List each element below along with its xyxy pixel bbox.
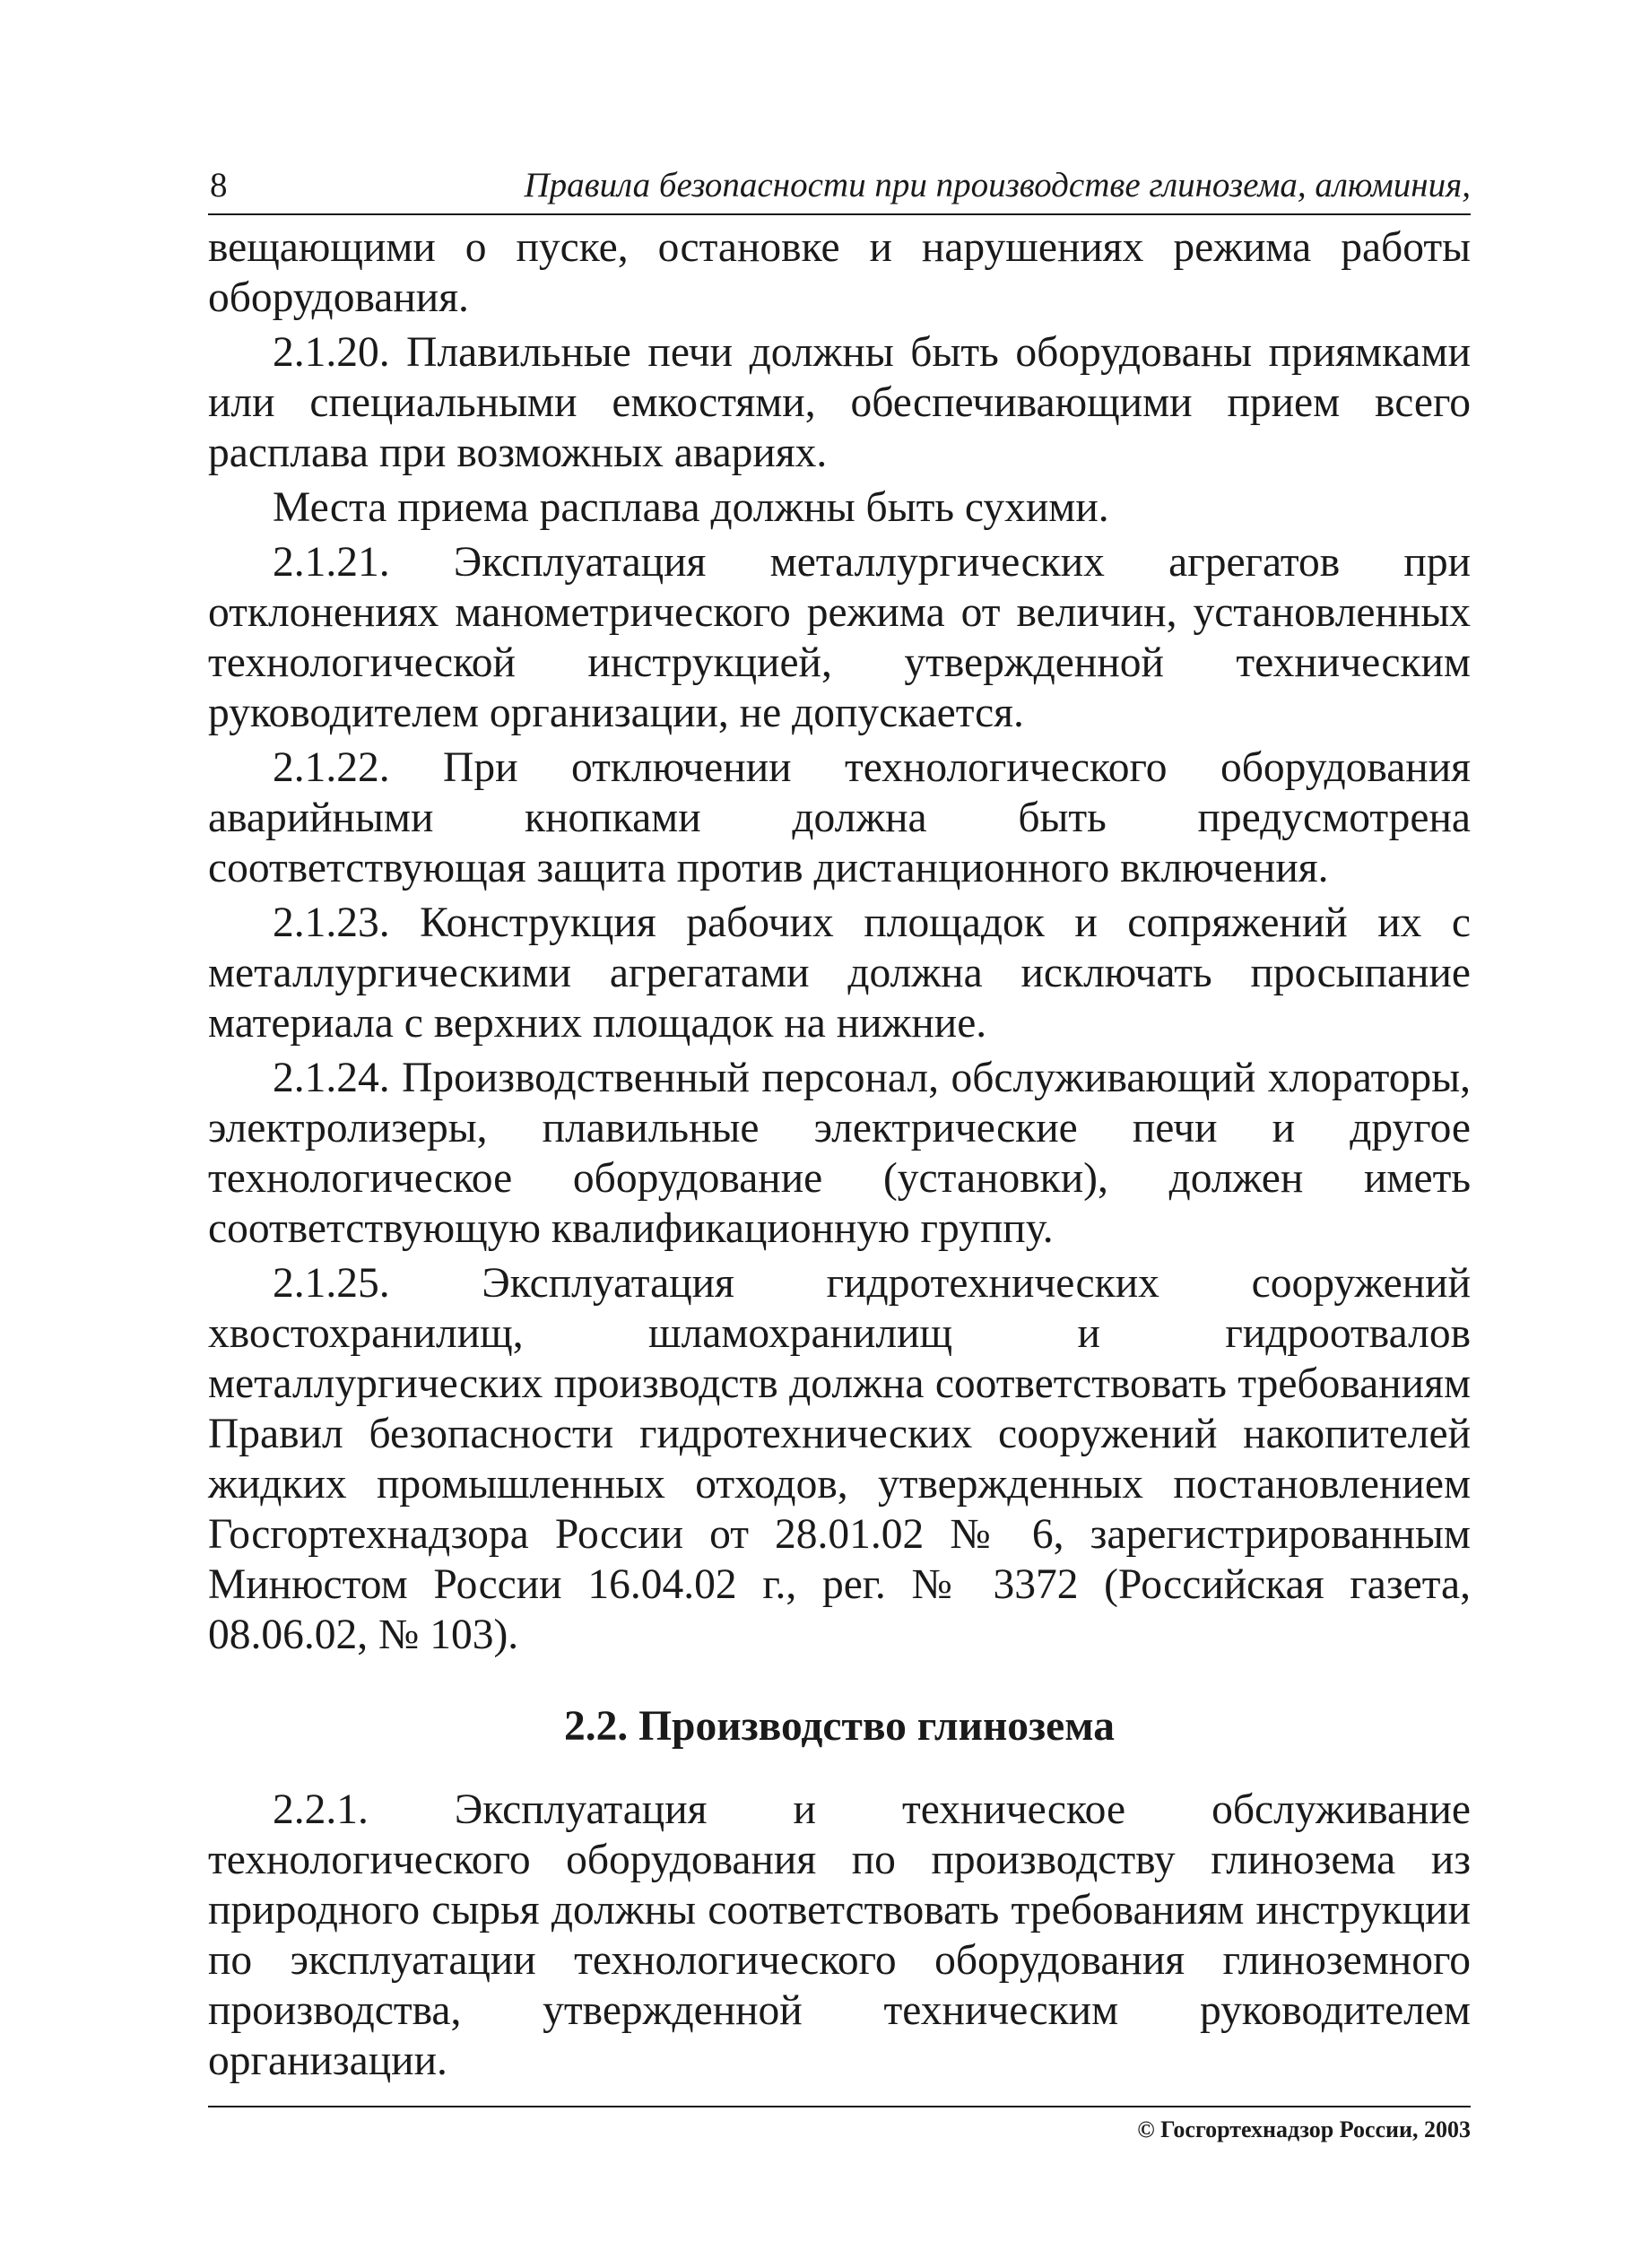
paragraph-melt-places: Места приема расплава должны быть сухими. xyxy=(273,484,1109,531)
footer-copyright: © Госгортехнадзор России, 2003 xyxy=(1137,2116,1471,2142)
running-header xyxy=(208,160,1471,215)
paragraph-2-1-23: 2.1.23. Конструкция рабочих площадок и сопряжений их с металлургическими агрегатами должна исключать просыпание материала с верхних площадок на нижние. xyxy=(208,899,1471,1047)
body-text xyxy=(208,222,1471,2086)
paragraph-2-1-22: 2.1.22. При отключении технологического оборудования аварийными кнопками должна быть предусмотрена соответствующая защита против дистанционного включения. xyxy=(208,744,1471,891)
document-page xyxy=(208,160,1471,2143)
paragraph-2-2-1: 2.2.1. Эксплуатация и техническое обслуживание технологического оборудования по производству глинозема из природного сырья должны соответствовать требованиям инструкции по эксплуатации технологического оборудования глиноземного производства, утвержденной техническим руководителем организации. xyxy=(208,1786,1471,2084)
running-header-title: Правила безопасности при производстве глинозема, алюминия, xyxy=(524,166,1471,204)
paragraph-2-1-24: 2.1.24. Производственный персонал, обслуживающий хлораторы, электролизеры, плавильные электрические печи и другое технологическое оборудование (установки), должен иметь соответствующую квалификационную группу. xyxy=(208,1055,1471,1252)
section-heading: 2.2. Производство глинозема xyxy=(563,1703,1116,1750)
paragraph-continuation: вещающими о пуске, остановке и нарушениях режима работы оборудования. xyxy=(208,224,1471,321)
footer-divider xyxy=(208,2106,1471,2107)
paragraph-2-1-25: 2.1.25. Эксплуатация гидротехнических сооружений хвостохранилищ, шламохранилищ и гидроотвалов металлургических производств должна соответствовать требованиям Правил безопасности гидротехнических сооружений накопителей жидких промышленных отходов, утвержденных постановлением Госгортехнадзора России от 28.01.02 № 6, зарегистрированным Минюстом России 16.04.02 г., рег. № 3372 (Российская газета, 08.06.02, № 103). xyxy=(208,1260,1471,1658)
page-number: 8 xyxy=(210,166,228,204)
paragraph-2-1-21: 2.1.21. Эксплуатация металлургических агрегатов при отклонениях манометрического режима от величин, установленных технологической инструкцией, утвержденной техническим руководителем организации, не допускается. xyxy=(208,539,1471,736)
paragraph-2-1-20: 2.1.20. Плавильные печи должны быть оборудованы приямками или специальными емкостями, обеспечивающими прием всего расплава при возможных авариях. xyxy=(208,329,1471,476)
